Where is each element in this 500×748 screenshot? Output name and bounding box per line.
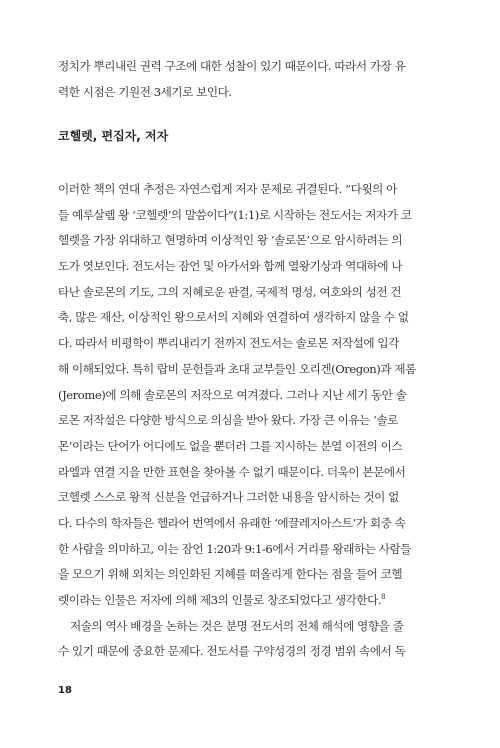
text-line: 한 사람을 의미하고, 이는 잠언 1:20과 9:1-6에서 거리를 왕래하는 사람들 (58, 541, 412, 556)
text-line: 헬렛을 가장 위대하고 현명하며 이상적인 왕 ‘솔로몬’으로 암시하려는 의 (58, 233, 403, 248)
text-line: 을 모으기 위해 외치는 의인화된 지혜를 떠올리게 한다는 점을 들어 코헬 (58, 567, 403, 582)
text-line: (Jerome)에 의해 솔로몬의 저작으로 여겨졌다. 그러나 지난 세기 동안 솔 (58, 387, 407, 402)
text-line: 라엘과 연결 지을 만한 표현을 찾아볼 수 없기 때문이다. 더욱이 본문에서 (58, 464, 406, 479)
text-segment: 렛이라는 인물은 저자에 의해 제3의 인물로 창조되었다고 생각한다. (58, 593, 382, 607)
text-line: 력한 시점은 기원전 3세기로 보인다. (58, 84, 232, 99)
text-line: 몬’이라는 단어가 어디에도 없을 뿐더러 그를 지시하는 분열 이전의 이스 (58, 438, 403, 453)
text-line: 들 예루살렘 왕 ‘코헬렛’의 말씀이다”(1:1)로 시작하는 전도서는 저자가 코 (58, 207, 412, 222)
text-line: 도가 엿보인다. 전도서는 잠언 및 아가서와 함께 열왕기상과 역대하에 나 (58, 259, 403, 274)
section-heading: 코헬렛, 편집자, 저자 (58, 129, 169, 143)
page-number: 18 (58, 685, 72, 696)
text-line: 타난 솔로몬의 기도, 그의 지혜로운 판결, 국제적 명성, 여호와의 성전 건 (58, 284, 402, 299)
intro-paragraph (58, 54, 450, 105)
text-line: 다. 따라서 비평학이 뿌리내리기 전까지 전도서는 솔로몬 저작설에 입각 (58, 336, 399, 351)
text-line: 코헬렛 스스로 왕적 신분을 언급하거나 그러한 내용을 암시하는 것이 없 (58, 490, 399, 505)
text-line: 저술의 역사 배경을 논하는 것은 분명 전도서의 전체 해석에 영향을 줄 (70, 618, 404, 633)
text-line: 이러한 책의 연대 추정은 자연스럽게 저자 문제로 귀결된다. “다윗의 아 (58, 182, 397, 196)
text-line-with-footnote (58, 588, 450, 614)
text-line: 로몬 저작설은 다양한 방식으로 의심을 받아 왔다. 가장 큰 이유는 ‘솔로 (58, 413, 398, 428)
text-line: 정치가 뿌리내린 권력 구조에 대한 성찰이 있기 때문이다. 따라서 가장 유 (58, 59, 406, 73)
text-line: 해 이해되었다. 특히 랍비 문헌들과 초대 교부들인 오리겐(Oregon)과 제롬 (58, 361, 416, 376)
text-line: 수 있기 때문에 중요한 문제다. 전도서를 구약성경의 정경 범위 속에서 독 (58, 644, 406, 659)
body-paragraphs (58, 177, 450, 665)
text-line: 다. 다수의 학자들은 헬라어 번역에서 유래한 ‘에끌레지아스트’가 회중 속 (58, 515, 406, 530)
text-line: 축, 많은 재산, 이상적인 왕으로서의 지혜와 연결하여 생각하지 않을 수 없 (58, 310, 409, 325)
footnote-marker: 8 (381, 593, 386, 602)
